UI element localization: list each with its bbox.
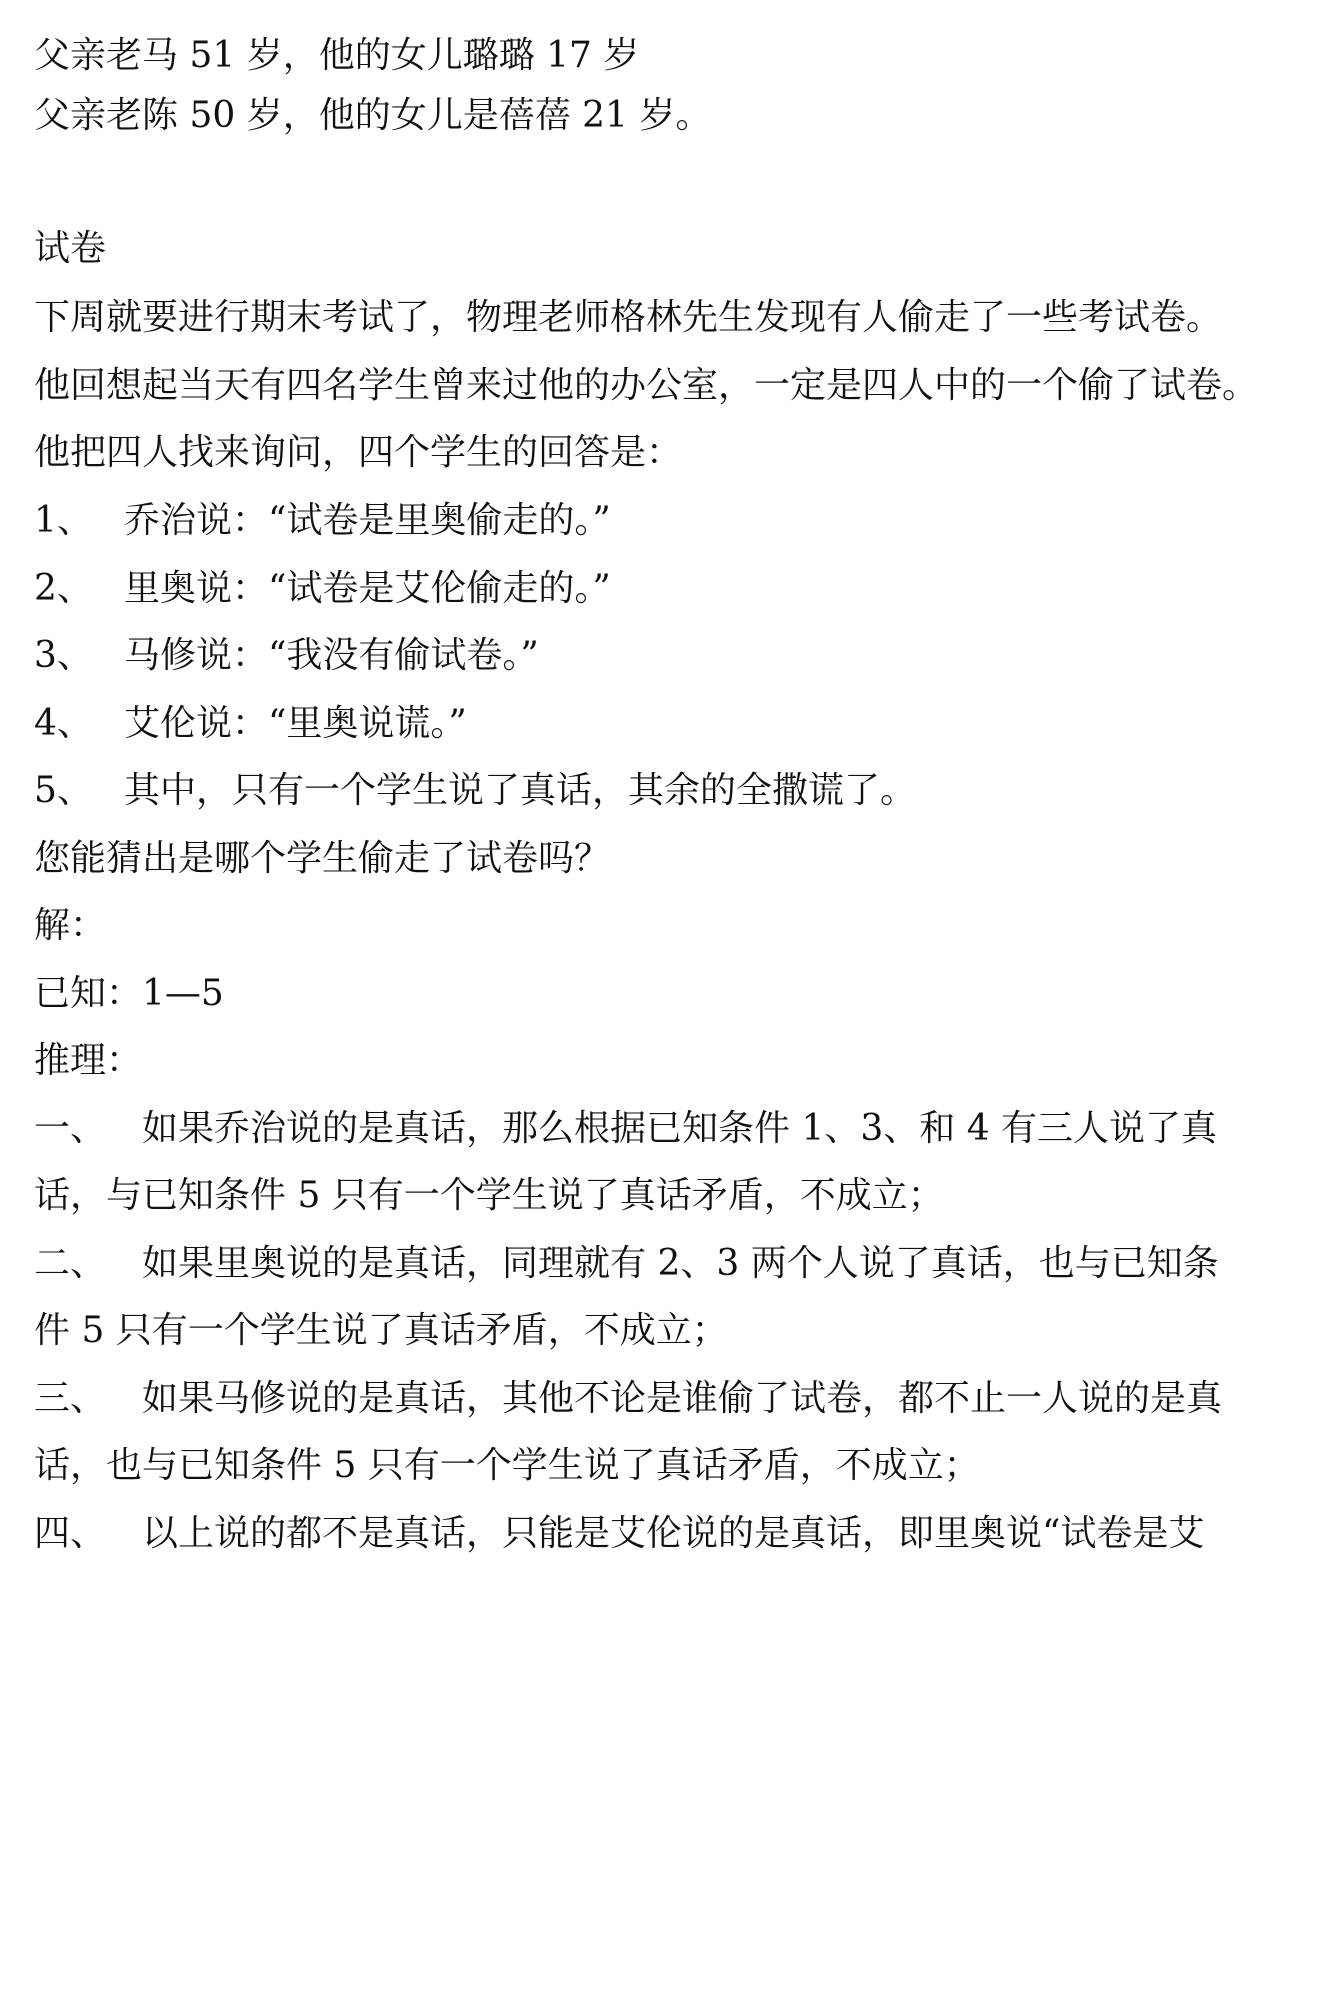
condition-item <box>34 770 917 811</box>
condition-number: 1、 <box>34 500 93 541</box>
reasoning-text: 如果里奥说的是真话，同理就有 2、3 两个人说了真话，也与已知条 <box>142 1243 1219 1284</box>
reasoning-item-line <box>34 1243 1306 1284</box>
reasoning-continuation: 话，也与已知条件 5 只有一个学生说了真话矛盾，不成立； <box>34 1445 980 1486</box>
condition-item <box>34 568 611 609</box>
reasoning-item-line <box>34 1513 1306 1554</box>
reasoning-item-line <box>34 1108 1306 1149</box>
question-text: 您能猜出是哪个学生偷走了试卷吗？ <box>34 838 611 879</box>
condition-number: 3、 <box>34 635 93 676</box>
intro-line-1: 父亲老马 51 岁，他的女儿璐璐 17 岁 <box>34 35 640 76</box>
condition-number: 4、 <box>34 703 93 744</box>
problem-paragraph-3: 他把四人找来询问，四个学生的回答是： <box>34 432 683 473</box>
reasoning-item-line <box>34 1378 1306 1419</box>
problem-paragraph-2: 他回想起当天有四名学生曾来过他的办公室，一定是四人中的一个偷了试卷。 <box>34 365 1259 406</box>
condition-text: 里奥说：“试卷是艾伦偷走的。” <box>124 568 611 609</box>
known-conditions: 已知：1—5 <box>34 973 224 1014</box>
solution-label: 解： <box>34 905 107 946</box>
reasoning-text: 如果马修说的是真话，其他不论是谁偷了试卷，都不止一人说的是真 <box>142 1378 1223 1419</box>
condition-number: 5、 <box>34 770 93 811</box>
reasoning-number: 一、 <box>34 1108 107 1149</box>
condition-item <box>34 703 467 744</box>
reasoning-text: 以上说的都不是真话，只能是艾伦说的是真话，即里奥说“试卷是艾 <box>142 1513 1205 1554</box>
reasoning-number: 三、 <box>34 1378 107 1419</box>
condition-text: 艾伦说：“里奥说谎。” <box>124 703 467 744</box>
condition-text: 其中，只有一个学生说了真话，其余的全撒谎了。 <box>124 770 917 811</box>
condition-text: 马修说：“我没有偷试卷。” <box>124 635 539 676</box>
problem-paragraph-1: 下周就要进行期末考试了，物理老师格林先生发现有人偷走了一些考试卷。 <box>34 297 1223 338</box>
reasoning-number: 四、 <box>34 1513 107 1554</box>
reasoning-continuation: 件 5 只有一个学生说了真话矛盾，不成立； <box>34 1310 728 1351</box>
reasoning-label: 推理： <box>34 1040 143 1081</box>
reasoning-continuation: 话，与已知条件 5 只有一个学生说了真话矛盾，不成立； <box>34 1175 944 1216</box>
condition-text: 乔治说：“试卷是里奥偷走的。” <box>124 500 611 541</box>
intro-line-2: 父亲老陈 50 岁，他的女儿是蓓蓓 21 岁。 <box>34 95 712 136</box>
reasoning-number: 二、 <box>34 1243 107 1284</box>
section-title: 试卷 <box>34 228 107 269</box>
condition-number: 2、 <box>34 568 93 609</box>
condition-item <box>34 500 611 541</box>
reasoning-text: 如果乔治说的是真话，那么根据已知条件 1、3、和 4 有三人说了真 <box>142 1108 1218 1149</box>
condition-item <box>34 635 539 676</box>
